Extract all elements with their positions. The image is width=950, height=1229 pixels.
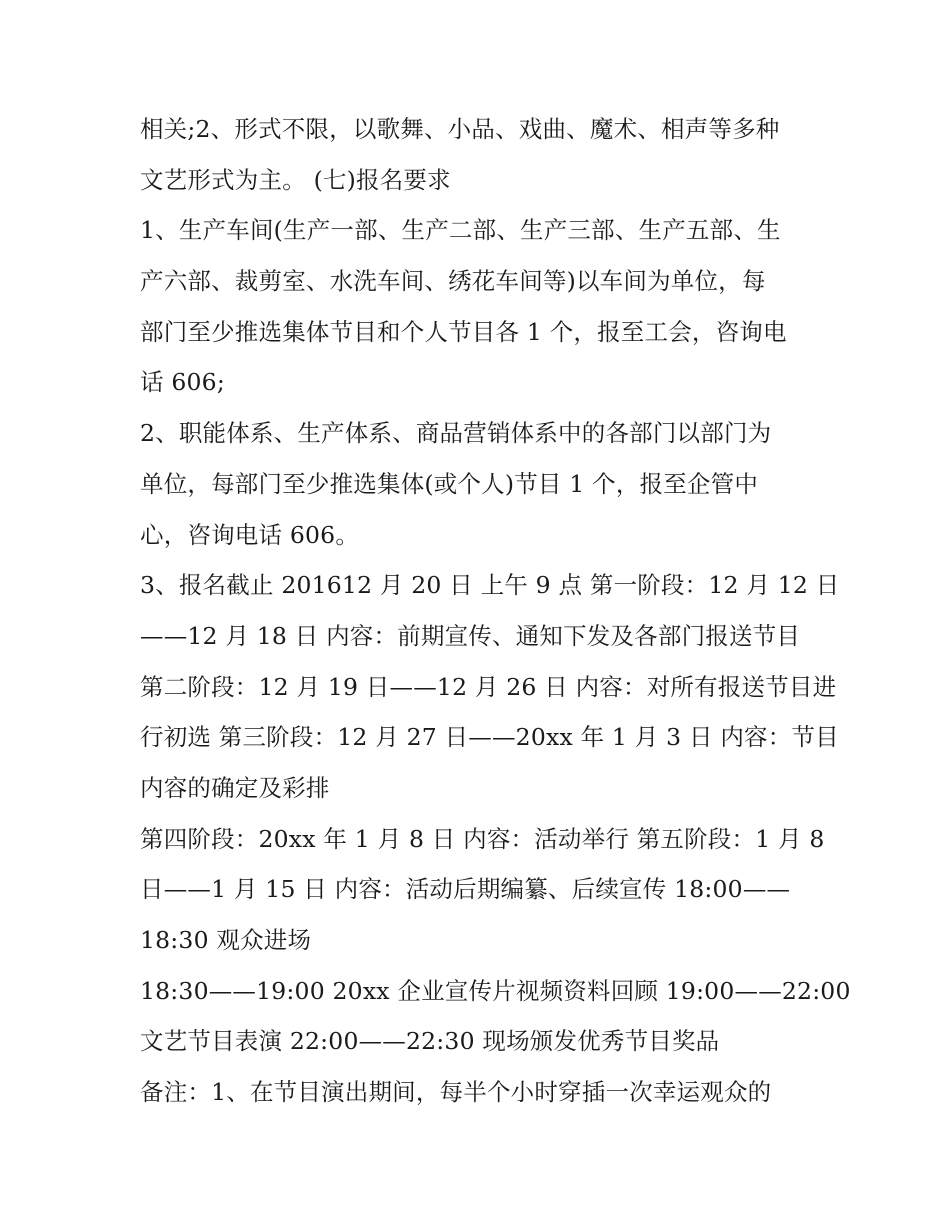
text-line: 单位，每部门至少推选集体(或个人)节目 1 个，报至企管中 — [140, 469, 759, 498]
text-line: 第二阶段：12 月 19 日——12 月 26 日 内容：对所有报送节目进 — [140, 672, 837, 701]
text-line: 话 606; — [140, 368, 225, 397]
text-line: 相关;2、形式不限，以歌舞、小品、戏曲、魔术、相声等多种 — [140, 115, 780, 143]
text-line: 产六部、裁剪室、水洗车间、绣花车间等)以车间为单位，每 — [140, 267, 766, 296]
text-line: 18:30——19:00 20xx 企业宣传片视频资料回顾 19:00——22:00 — [140, 976, 851, 1005]
text-line: 18:30 观众进场 — [140, 926, 312, 954]
text-line: 2、职能体系、生产体系、商品营销体系中的各部门以部门为 — [140, 419, 772, 448]
text-line: ——12 月 18 日 内容：前期宣传、通知下发及各部门报送节目 — [140, 621, 801, 650]
text-line: 内容的确定及彩排 — [140, 773, 330, 802]
text-line: 文艺节目表演 22:00——22:30 现场颁发优秀节目奖品 — [140, 1027, 720, 1056]
document-body — [140, 104, 851, 1118]
text-line: 日——1 月 15 日 内容：活动后期编纂、后续宣传 18:00—— — [140, 875, 791, 904]
text-line: 行初选 第三阶段：12 月 27 日——20xx 年 1 月 3 日 内容：节目 — [140, 723, 839, 752]
text-line: 心，咨询电话 606。 — [140, 520, 360, 549]
text-line: 备注：1、在节目演出期间，每半个小时穿插一次幸运观众的 — [140, 1078, 772, 1107]
text-line: 3、报名截止 201612 月 20 日 上午 9 点 第一阶段：12 月 12 日 — [140, 571, 840, 600]
text-line: 1、生产车间(生产一部、生产二部、生产三部、生产五部、生 — [140, 216, 781, 245]
text-line: 部门至少推选集体节目和个人节目各 1 个，报至工会，咨询电 — [140, 317, 787, 346]
text-line: 文艺形式为主。 (七)报名要求 — [140, 165, 451, 194]
text-line: 第四阶段：20xx 年 1 月 8 日 内容：活动举行 第五阶段：1 月 8 — [140, 824, 825, 853]
